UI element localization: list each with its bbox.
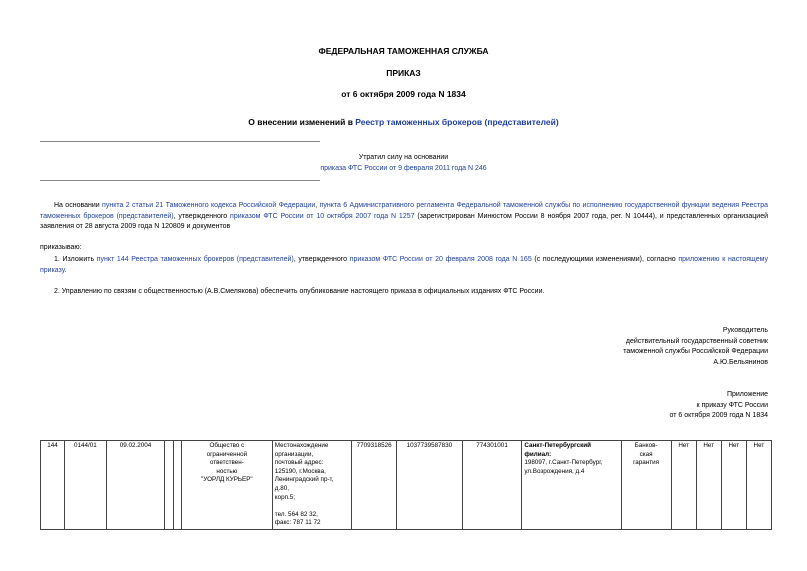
cell-reg-number: 0144/01 — [65, 441, 107, 530]
cell-address — [272, 441, 351, 530]
divider-bottom — [40, 180, 320, 181]
cell-empty — [165, 441, 173, 530]
appendix-order: к приказу ФТС России — [696, 401, 768, 409]
branch-title: филиал: — [524, 450, 552, 458]
signature-block — [623, 326, 768, 368]
signature-service: таможенной службы Российской Федерации — [623, 348, 768, 355]
item-1-text: . — [64, 266, 67, 274]
branch-address: ул.Возрождения, д.4 — [524, 467, 585, 475]
table-row — [41, 441, 772, 530]
branch-address: 198097, г.Санкт-Петербург, — [524, 459, 603, 467]
cell-no: Нет — [746, 441, 771, 530]
item-1-link-order-165[interactable]: приказом ФТС России от 20 февраля 2008 года N 165 — [349, 256, 532, 263]
cell-empty — [173, 441, 181, 530]
appendix-date: от 6 октября 2009 года N 1834 — [669, 412, 768, 419]
branch-title: Санкт-Петербургский — [524, 442, 591, 449]
preamble-link-regulation[interactable]: пункта 6 Административного регламента Федеральной таможенной службы по исполнению государственной функции ведения Реестра таможенных брокеров (представителей) — [40, 202, 768, 220]
item-1-link-registry-point[interactable]: пункт 144 Реестра таможенных брокеров (представителей) — [96, 256, 294, 263]
org-line: Общество с — [209, 442, 245, 449]
preamble-text: На основании — [54, 202, 103, 209]
org-line: "УОРЛД КУРЬЕР" — [201, 476, 253, 484]
document-type: ПРИКАЗ — [386, 68, 421, 78]
guarantee-line: ская — [639, 450, 653, 458]
cell-ogrn: 1037739587830 — [397, 441, 463, 530]
cell-number: 144 — [41, 441, 65, 530]
preamble-link-customs-code[interactable]: пункта 2 статьи 21 Таможенного кодекса Российской Федерации — [102, 202, 316, 209]
item-1-link-appendix[interactable]: приложению к настоящему приказу — [40, 256, 768, 274]
status-link[interactable]: приказа ФТС России от 9 февраля 2011 года N 246 — [320, 165, 487, 172]
cell-branch — [522, 441, 621, 530]
registry-table — [40, 440, 772, 530]
document-date-number: от 6 октября 2009 года N 1834 — [341, 89, 466, 99]
preamble-text: (зарегистрирован Минюстом России 8 ноября 2007 года, рег. N 10444), и представленных организацией заявления от 28 августа 2009 года N 120809 и документов — [40, 212, 768, 230]
document-title — [0, 117, 807, 127]
preamble-paragraph — [40, 201, 768, 233]
status-line: Утратил силу на основании — [358, 154, 449, 161]
org-line: ограниченной — [206, 450, 248, 458]
address-line: почтовый адрес: — [274, 459, 324, 467]
address-line: организации, — [274, 450, 314, 458]
address-line: корп.5; — [274, 493, 296, 501]
guarantee-line: Банков- — [634, 442, 658, 449]
preamble-text: , утвержденного — [173, 212, 231, 220]
order-word: приказываю: — [40, 244, 82, 251]
address-line: Местонахождение — [274, 442, 329, 449]
cell-organization — [181, 441, 272, 530]
org-line: ностью — [216, 467, 238, 475]
item-1-paragraph — [40, 255, 768, 276]
address-line: факс: 787 11 72 — [274, 519, 321, 527]
address-line — [275, 502, 349, 511]
address-line: Ленинградский пр-т, д.80, — [274, 476, 334, 492]
title-registry-link[interactable]: Реестр таможенных брокеров (представителей) — [355, 117, 559, 127]
address-line: тел. 564 82 32, — [274, 510, 318, 518]
item-1-text: (с последующими изменениями), согласно — [531, 256, 679, 263]
preamble-text: , — [315, 202, 320, 209]
cell-guarantee — [621, 441, 671, 530]
title-prefix: О внесении изменений в — [248, 117, 356, 127]
address-line: 125190, г.Москва, — [274, 467, 326, 475]
signature-position: Руководитель — [722, 327, 768, 334]
agency-title: ФЕДЕРАЛЬНАЯ ТАМОЖЕННАЯ СЛУЖБА — [318, 46, 489, 56]
guarantee-line: гарантия — [633, 459, 660, 467]
cell-no: Нет — [671, 441, 696, 530]
appendix-label: Приложение — [726, 391, 768, 398]
divider-top — [40, 141, 320, 142]
item-1-text: , утвержденного — [293, 256, 350, 263]
cell-inn: 7709318526 — [352, 441, 397, 530]
org-line: ответствен- — [209, 459, 244, 467]
cell-no: Нет — [721, 441, 746, 530]
signature-rank: действительный государственный советник — [625, 337, 768, 345]
appendix-heading — [670, 390, 768, 422]
cell-kpp: 774301001 — [462, 441, 522, 530]
cell-date: 09.02.2004 — [106, 441, 164, 530]
item-2-paragraph: 2. Управлению по связям с общественностью (А.В.Смелякова) обеспечить опубликование настоящего приказа в официальных изданиях ФТС России. — [54, 288, 545, 295]
preamble-link-order-1257[interactable]: приказом ФТС России от 10 октября 2007 года N 1257 — [230, 212, 415, 220]
item-1-text: 1. Изложить — [54, 256, 97, 263]
cell-no: Нет — [696, 441, 721, 530]
signature-name: А.Ю.Бельянинов — [713, 358, 768, 366]
